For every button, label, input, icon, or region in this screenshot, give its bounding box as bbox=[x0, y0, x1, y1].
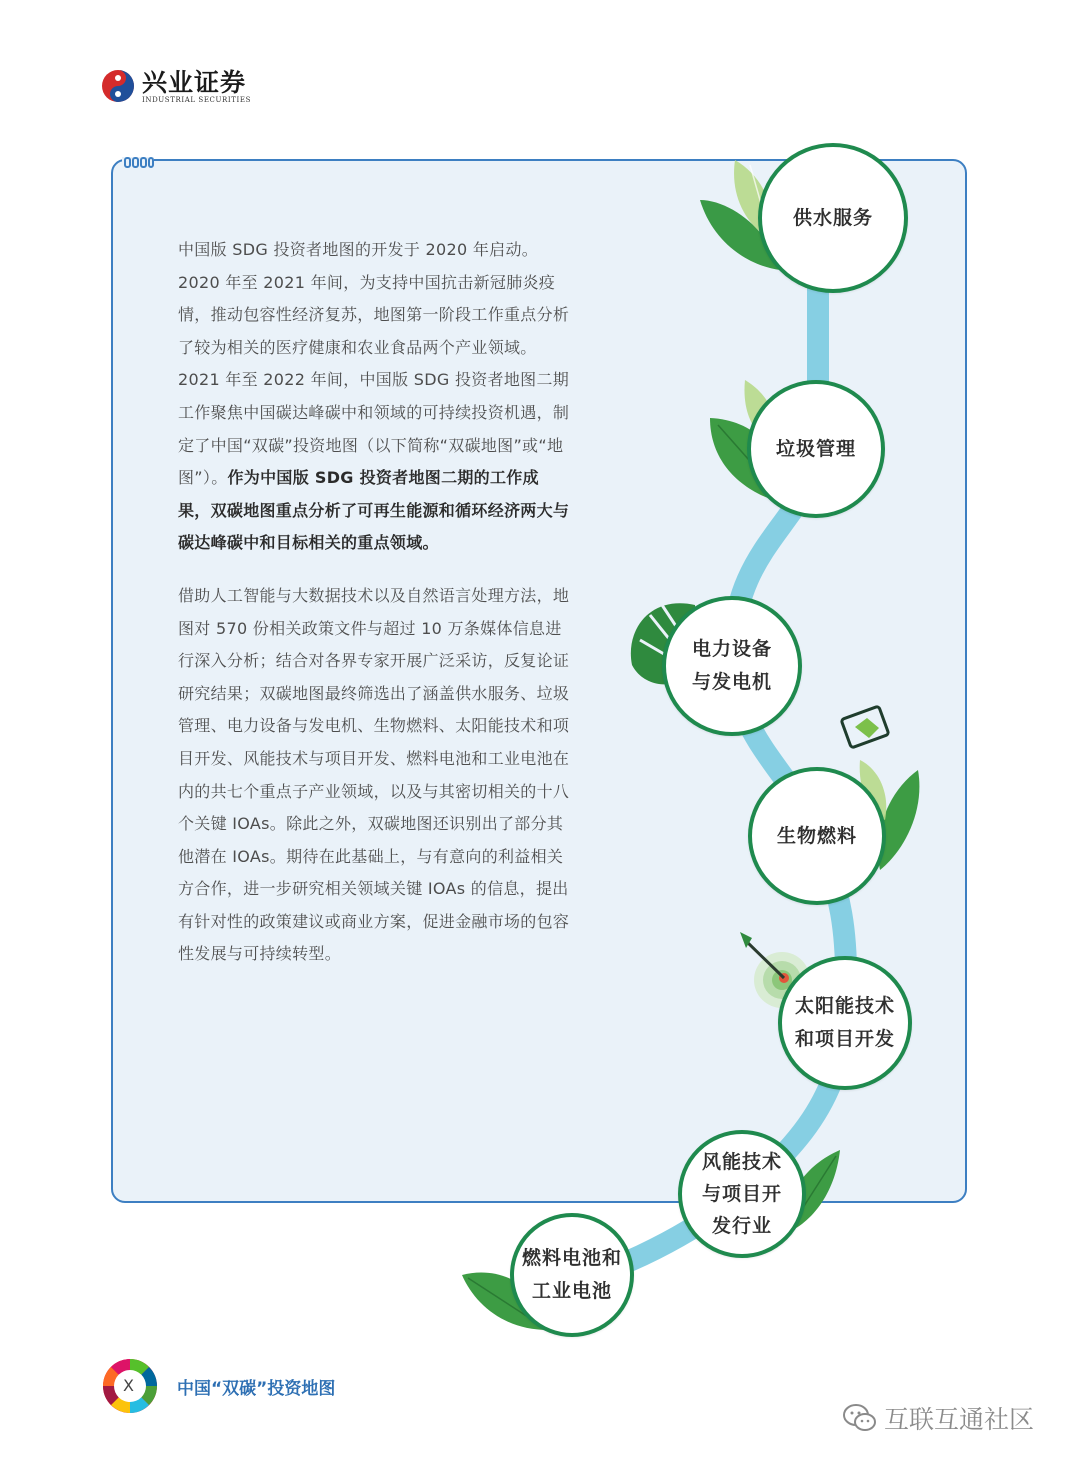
sector-label-line2: 与项目开 bbox=[701, 1183, 782, 1205]
sector-label: 太阳能技术 bbox=[794, 995, 895, 1017]
sdg-wheel-label: X bbox=[123, 1376, 134, 1395]
watermark bbox=[842, 1400, 1034, 1436]
paragraph-1-emphasis: 作为中国版 SDG 投资者地图二期的工作成果，双碳地图重点分析了可再生能源和循环经济两大与碳达峰碳中和目标相关的重点领域。 bbox=[178, 468, 570, 553]
footer-title: 中国“双碳”投资地图 bbox=[177, 1379, 336, 1399]
paragraph-1: 中国版 SDG 投资者地图的开发于 2020 年启动。2020 年至 2021 年间，为支持中国抗击新冠肺炎疫情，推动包容性经济复苏，地图第一阶段工作重点分析了较为相关的医疗健康和农业食品两个产业领域。2021 年至 2022 年间，中国版 SDG 投资者地图二期工作聚焦中国碳达峰碳中和领域的可持续投资机遇，制定了中国“双碳”投资地图（以下简称“双碳地图”或“地图”）。作为中国版 SDG 投资者地图二期的工作成果，双碳地图重点分析了可再生能源和循环经济两大与碳达峰碳中和目标相关的重点领域。 bbox=[178, 240, 570, 553]
sector-node-wind bbox=[678, 1130, 806, 1258]
sector-label: 供水服务 bbox=[792, 206, 873, 229]
handshake-icon bbox=[841, 706, 889, 748]
sector-node-fuel-cells bbox=[510, 1213, 634, 1337]
sector-node-biofuel bbox=[748, 767, 886, 905]
sector-label: 风能技术 bbox=[701, 1151, 782, 1173]
sector-node-solar bbox=[778, 956, 912, 1090]
sector-label-line3: 发行业 bbox=[711, 1215, 772, 1237]
sector-label-line2: 和项目开发 bbox=[794, 1028, 895, 1050]
sector-node-water-supply bbox=[758, 143, 908, 293]
sector-node-power-equipment bbox=[662, 596, 802, 736]
sector-node-waste-management bbox=[747, 380, 885, 518]
paragraph-2: 借助人工智能与大数据技术以及自然语言处理方法，地图对 570 份相关政策文件与超过 10 万条媒体信息进行深入分析；结合对各界专家开展广泛采访，反复论证研究结果；双碳地图最终筛选出了涵盖供水服务、垃圾管理、电力设备与发电机、生物燃料、太阳能技术和项目开发、风能技术与项目开发、燃料电池和工业电池在内的共七个重点子产业领域，以及与其密切相关的十八个关键 IOAs。除此之外，双碳地图还识别出了部分其他潜在 IOAs。期待在此基础上，与有意向的利益相关方合作，进一步研究相关领域关键 IOAs 的信息，提出有针对性的政策建议或商业方案，促进金融市场的包容性发展与可持续转型。 bbox=[178, 585, 570, 964]
sector-label: 燃料电池和 bbox=[521, 1247, 622, 1269]
brand-name-en: INDUSTRIAL SECURITIES bbox=[142, 96, 251, 104]
sector-label: 生物燃料 bbox=[776, 824, 857, 847]
wechat-icon bbox=[842, 1403, 878, 1433]
sector-label: 垃圾管理 bbox=[775, 437, 856, 460]
brand-name-cn: 兴业证券 bbox=[142, 68, 247, 97]
watermark-text: 互联互通社区 bbox=[884, 1405, 1035, 1434]
sector-label-line2: 工业电池 bbox=[531, 1280, 612, 1302]
sector-label: 电力设备 bbox=[691, 638, 772, 660]
sector-label-line2: 与发电机 bbox=[691, 671, 772, 693]
